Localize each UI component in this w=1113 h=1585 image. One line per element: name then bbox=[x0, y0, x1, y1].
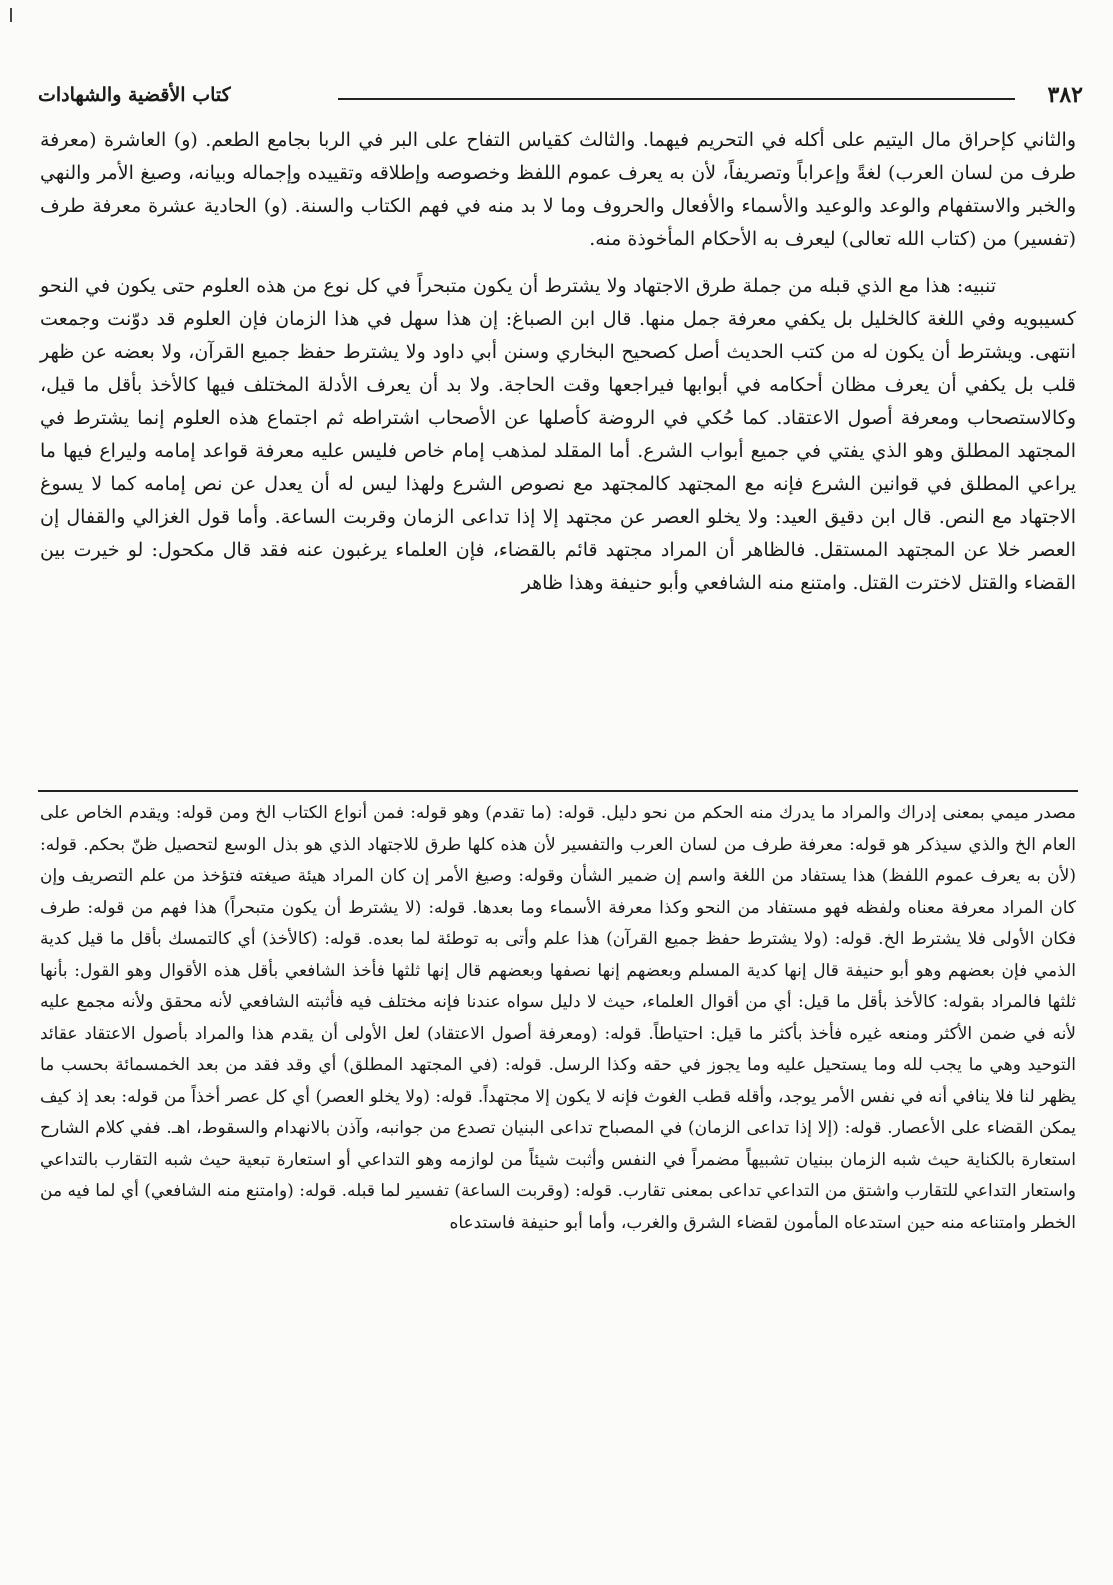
main-paragraph-2: تنبيه: هذا مع الذي قبله من جملة طرق الاجتهاد ولا يشترط أن يكون متبحراً في كل نوع من هذه العلوم حتى يكون في النحو كسيبويه وفي اللغة كالخليل بل يكفي معرفة جمل منها. قال ابن الصباغ: إن هذا سهل في هذا الزمان فإن العلوم قد دوّنت وجمعت انتهى. ويشترط أن يكون له من كتب الحديث أصل كصحيح البخاري وسنن أبي داود ولا يشترط حفظ جميع القرآن، ولا بعضه عن ظهر قلب بل يكفي أن يعرف مظان أحكامه في أبوابها فيراجعها وقت الحاجة. ولا بد أن يعرف الأدلة المختلف فيها كالأخذ بأقل ما قيل، وكالاستصحاب ومعرفة أصول الاعتقاد. كما حُكي في الروضة كأصلها عن الأصحاب اشتراطه ثم اجتماع هذه العلوم إنما يشترط في المجتهد المطلق وهو الذي يفتي في جميع أبواب الشرع. أما المقلد لمذهب إمام خاص فليس عليه معرفة قواعد إمامه وليراع فيها ما يراعي المطلق في قوانين الشرع فإنه مع المجتهد كالمجتهد مع نصوص الشرع ولهذا ليس له أن يعدل عن نص إمامه كما لا يسوغ الاجتهاد مع النص. قال ابن دقيق العيد: ولا يخلو العصر عن مجتهد إلا إذا تداعى الزمان وقربت الساعة. وأما قول الغزالي والقفال إن العصر خلا عن المجتهد المستقل. فالظاهر أن المراد مجتهد قائم بالقضاء، فإن العلماء يرغبون عنه فقد قال مكحول: لو خيرت بين القضاء والقتل لاخترت القتل. وامتنع منه الشافعي وأبو حنيفة وهذا ظاهر bbox=[40, 275, 1076, 594]
running-title: كتاب الأقضية والشهادات bbox=[38, 84, 231, 106]
header-rule bbox=[338, 98, 1015, 100]
main-text bbox=[40, 124, 1076, 600]
corner-mark bbox=[10, 8, 12, 22]
page-header bbox=[38, 80, 1083, 114]
footnote-text bbox=[40, 798, 1076, 1239]
footnote-paragraph: مصدر ميمي بمعنى إدراك والمراد ما يدرك منه الحكم من نحو دليل. قوله: (ما تقدم) وهو قوله: فمن أنواع الكتاب الخ ومن قوله: ويقدم الخاص على العام الخ والذي سيذكر هو قوله: معرفة طرف من لسان العرب والتفسير لأن هذه كلها طرق للاجتهاد الذي هو بذل الوسع لتحصيل ظنّ بحكم. قوله: (لأن به يعرف عموم اللفظ) هذا يستفاد من اللغة واسم إن ضمير الشأن وقوله: وصيغ الأمر إن كان المراد هيئة صيغته فتؤخذ من علم التصريف وإن كان المراد معرفة معناه ولفظه فهو مستفاد من النحو وكذا معرفة الأسماء وما بعدها. قوله: (لا يشترط أن يكون متبحراً) هذا فهم من قوله: طرف فكان الأولى فلا يشترط الخ. قوله: (ولا يشترط حفظ جميع القرآن) هذا علم وأتى به توطئة لما بعده. قوله: (كالأخذ) أي كالتمسك بأقل ما قيل كدية الذمي فإن بعضهم وهو أبو حنيفة قال إنها كدية المسلم وبعضهم إنها نصفها وبعضهم قال إنها ثلثها فأخذ الشافعي بأقل هذه الأقوال وهو القول: بأنها ثلثها فالمراد بقوله: كالأخذ بأقل ما قيل: أي من أقوال العلماء، حيث لا دليل سواه عندنا فإنه مختلف فيه فأثبته الشافعي لأنه محقق ولأنه مجمع عليه لأنه في ضمن الأكثر ومنعه غيره فأخذ بأكثر ما قيل: احتياطاً. قوله: (ومعرفة أصول الاعتقاد) لعل الأولى أن يقدم هذا والمراد بأصول الاعتقاد عقائد التوحيد وهي ما يجب لله وما يستحيل عليه وما يجوز في حقه وكذا الرسل. قوله: (في المجتهد المطلق) أي وقد فقد من بعد الخمسمائة بحسب ما يظهر لنا فلا ينافي أنه في نفس الأمر يوجد، وأقله قطب الغوث فإنه لا يكون إلا مجتهداً. قوله: (ولا يخلو العصر) أي كل عصر أخذاً من قوله: بعد إذ كيف يمكن القضاء على الأعصار. قوله: (إلا إذا تداعى الزمان) في المصباح تداعى البنيان تصدع من جوانبه، وآذن بالانهدام والسقوط، اهـ. ففي كلام الشارح استعارة بالكناية حيث شبه الزمان ببنيان تشبيهاً مضمراً في النفس وأثبت شيئاً من لوازمه وهو التداعي أو استعارة تبعية حيث شبه التقارب بالتداعي واستعار التداعي للتقارب واشتق من التداعي تداعى بمعنى تقارب. قوله: (وقربت الساعة) تفسير لما قبله. قوله: (وامتنع منه الشافعي) أي لما فيه من الخطر وامتناعه منه حين استدعاه المأمون لقضاء الشرق والغرب، وأما أبو حنيفة فاستدعاه bbox=[40, 803, 1076, 1233]
main-paragraph-1: والثاني كإحراق مال اليتيم على أكله في التحريم فيهما. والثالث كقياس التفاح على البر في الربا بجامع الطعم. (و) العاشرة (معرفة طرف من لسان العرب) لغةً وإعراباً وتصريفاً، لأن به يعرف عموم اللفظ وخصوصه وإطلاقه وتقييده وإجماله وبيانه، وصيغ الأمر والنهي والخبر والاستفهام والوعد والوعيد والأسماء والأفعال والحروف وما لا بد منه في فهم الكتاب والسنة. (و) الحادية عشرة معرفة طرف (تفسير) من (كتاب الله تعالى) ليعرف به الأحكام المأخوذة منه. bbox=[40, 129, 1076, 250]
footnote-divider bbox=[38, 790, 1078, 792]
page-number: ٣٨٢ bbox=[1047, 82, 1083, 108]
